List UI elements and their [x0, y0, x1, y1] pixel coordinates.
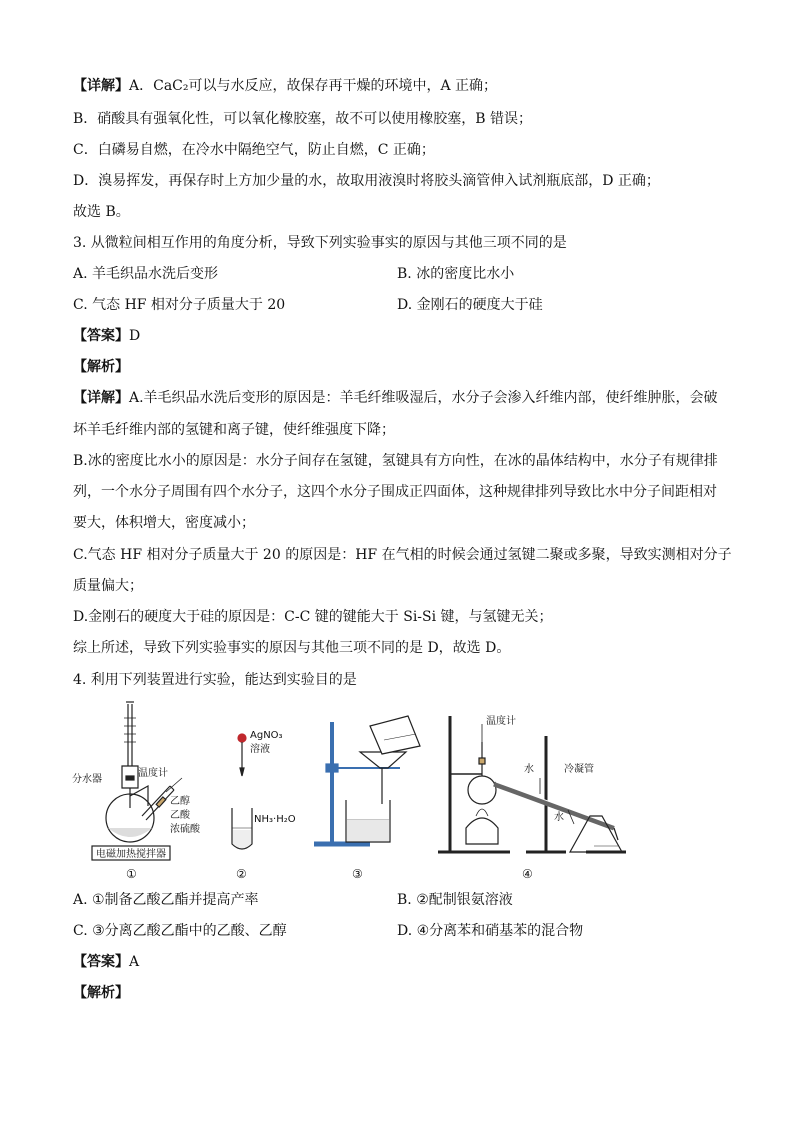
detail-conclusion: 故选 B。 [73, 204, 130, 220]
label-apparatus-4: ④ [522, 867, 533, 881]
q3-detail-d-line1: D.金刚石的硬度大于硅的原因是：C-C 键的键能大于 Si-Si 键，与氢键无关； [73, 609, 553, 625]
q4-option-d: D. ④分离苯和硝基苯的混合物 [397, 923, 584, 939]
detail-b-line: B．硝酸具有强氧化性，可以氧化橡胶塞，故不可以使用橡胶塞，B 错误； [73, 111, 533, 127]
label-condenser: 冷凝管 [564, 764, 594, 775]
label-apparatus-3: ③ [352, 867, 363, 881]
label-solution: 溶液 [250, 744, 270, 755]
apparatus-4-distillation [438, 716, 626, 852]
q3-option-b: B. 冰的密度比水小 [397, 266, 515, 282]
q3-option-d: D. 金刚石的硬度大于硅 [397, 297, 543, 313]
label-ethanol: 乙醇 [170, 796, 190, 807]
q3-analysis-tag: 【解析】 [73, 359, 129, 375]
q4-answer: A [129, 954, 140, 970]
label-agno3: AgNO₃ [250, 730, 283, 741]
apparatus-2-silver-ammonia [232, 734, 252, 849]
q4-option-c: C. ③分离乙酸乙酯中的乙酸、乙醇 [73, 923, 287, 939]
q4-stem: 4. 利用下列装置进行实验，能达到实验目的是 [73, 672, 357, 688]
q3-answer: D [129, 328, 141, 344]
label-fenshuiqi: 分水器 [72, 774, 102, 785]
apparatus-1-esterification [92, 702, 182, 860]
label-acetic-acid: 乙酸 [170, 810, 190, 821]
detail-a-text: A．CaC₂可以与水反应，故保存再干燥的环境中，A 正确； [129, 78, 498, 94]
answer-tag: 【答案】 [73, 328, 129, 344]
label-thermometer-1: 温度计 [138, 768, 168, 779]
label-nh3-h2o: NH₃·H₂O [254, 814, 296, 825]
apparatus-3-filtration [314, 716, 420, 844]
detail-a-line [73, 76, 497, 96]
q3-detail-b-line3: 要大，体积增大，密度减小； [73, 515, 255, 531]
q3-option-a: A. 羊毛织品水洗后变形 [73, 266, 219, 282]
q4-analysis-tag: 【解析】 [73, 985, 129, 1001]
q3-detail-c-line1: C.气态 HF 相对分子质量大于 20 的原因是：HF 在气相的时候会通过氢键二聚或多聚，导致实测相对分子 [73, 547, 732, 563]
label-water-in: 水 [524, 764, 534, 775]
q3-detail-a-line2: 坏羊毛纤维内部的氢键和离子键，使纤维强度下降； [73, 422, 395, 438]
label-magnetic-stirrer: 电磁加热搅拌器 [96, 849, 166, 860]
q4-option-a: A. ①制备乙酸乙酯并提高产率 [73, 892, 259, 908]
label-water-out: 水 [554, 812, 564, 823]
q3-detail-a-line1 [73, 388, 718, 408]
q4-option-b: B. ②配制银氨溶液 [397, 892, 513, 908]
q3-detail-a-text: A.羊毛织品水洗后变形的原因是：羊毛纤维吸湿后，水分子会渗入纤维内部，使纤维肿胀，会破 [129, 390, 718, 406]
detail-d-line: D．溴易挥发，再保存时上方加少量的水，故取用液溴时将胶头滴管伸入试剂瓶底部，D 正确； [73, 173, 660, 189]
q3-detail-c-line2: 质量偏大； [73, 578, 143, 594]
label-thermometer-2: 温度计 [486, 716, 516, 727]
label-apparatus-2: ② [236, 867, 247, 881]
q3-detail-b-line2: 列，一个水分子周围有四个水分子，这四个水分子围成正四面体，这种规律排列导致比水中分子间距相对 [73, 484, 717, 500]
q3-answer-line [73, 326, 140, 346]
label-apparatus-1: ① [126, 867, 137, 881]
detail-tag: 【详解】 [73, 78, 129, 94]
q3-detail-b-line1: B.冰的密度比水小的原因是：水分子间存在氢键，氢键具有方向性，在冰的晶体结构中，水分子有规律排 [73, 453, 718, 469]
detail-tag: 【详解】 [73, 390, 129, 406]
detail-c-line: C．白磷易自燃，在冷水中隔绝空气，防止自燃，C 正确； [73, 142, 435, 158]
q3-summary: 综上所述，导致下列实验事实的原因与其他三项不同的是 D，故选 D。 [73, 640, 511, 656]
label-conc-sulfuric: 浓硫酸 [170, 824, 200, 835]
q4-answer-line [73, 952, 139, 972]
q4-apparatus-figure [70, 696, 630, 886]
q3-stem: 3. 从微粒间相互作用的角度分析，导致下列实验事实的原因与其他三项不同的是 [73, 235, 567, 251]
answer-tag: 【答案】 [73, 954, 129, 970]
q3-option-c: C. 气态 HF 相对分子质量大于 20 [73, 297, 286, 313]
